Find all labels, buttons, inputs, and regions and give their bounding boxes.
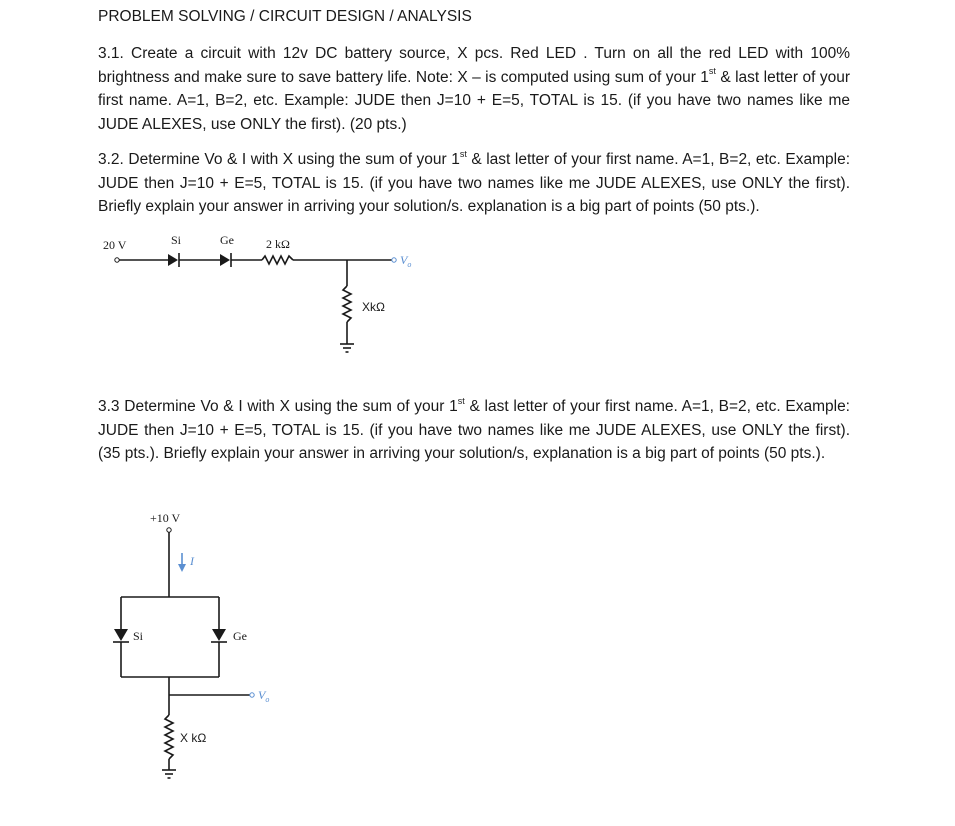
resistor-x-label: X kΩ [180,731,207,745]
problem-text-start: 3.1. Create a circuit with 12v DC battery source, X pcs. Red LED . Turn on all the red LED with 100% brightness and make sure to save battery life. Note: X – is computed using sum of your 1 [98,45,850,86]
resistor-x-label: XkΩ [362,300,385,314]
source-voltage-label: 20 V [103,238,127,252]
problem-text-start: 3.3 Determine Vo & I with X using the sum of your 1 [98,398,458,415]
problem-text-end: & last letter of your first name. A=1, B=2, etc. Example: JUDE then J=10 + E=5, TOTAL is 15. (if you have two names like me JUDE ALEXES, use ONLY the first). Briefly explain your answer in arriving your solution/s. explanation is a big part of points (50 pts.). [98,151,851,215]
resistor-x-icon [165,715,173,759]
ordinal-suffix: st [708,66,716,77]
problem-text-start: 3.2. Determine Vo & I with X using the sum of your 1 [98,151,460,168]
problem-text-end: & last letter of your first name. A=1, B=2, etc. Example: JUDE then J=10 + E=5, TOTAL is 15. (if you have two names like me JUDE ALEXES, use ONLY the first). (35 pts.). Briefly explain your answer in arriving your solution/s, explanation is a big part of points (50 pts.). [98,398,850,462]
source-terminal [167,528,171,532]
ge-diode-label: Ge [233,629,247,643]
current-label: I [190,554,194,568]
si-diode-label: Si [133,629,144,643]
ge-diode-label: Ge [220,233,234,247]
output-terminal [250,693,254,697]
si-diode-icon [113,629,129,642]
output-voltage-label: $V_o$ [258,688,270,704]
problem-text-end: & last letter of your first name. A=1, B=2, etc. Example: JUDE then J=10 + E=5, TOTAL is 15. (if you have two names like me JUDE ALEXES, use ONLY the first). (20 pts.) [98,68,850,133]
si-diode-label: Si [171,233,182,247]
page-heading: PROBLEM SOLVING / CIRCUIT DESIGN / ANALYSIS [98,8,472,25]
output-voltage-label: $V_o$ [400,253,412,269]
resistor-2k-label: 2 kΩ [266,237,290,251]
ground-icon [162,770,176,778]
current-arrow-icon [178,553,186,572]
ordinal-suffix: st [457,395,465,406]
ordinal-suffix: st [459,148,467,159]
ge-diode-icon [211,629,227,642]
source-voltage-label: +10 V [150,511,181,525]
